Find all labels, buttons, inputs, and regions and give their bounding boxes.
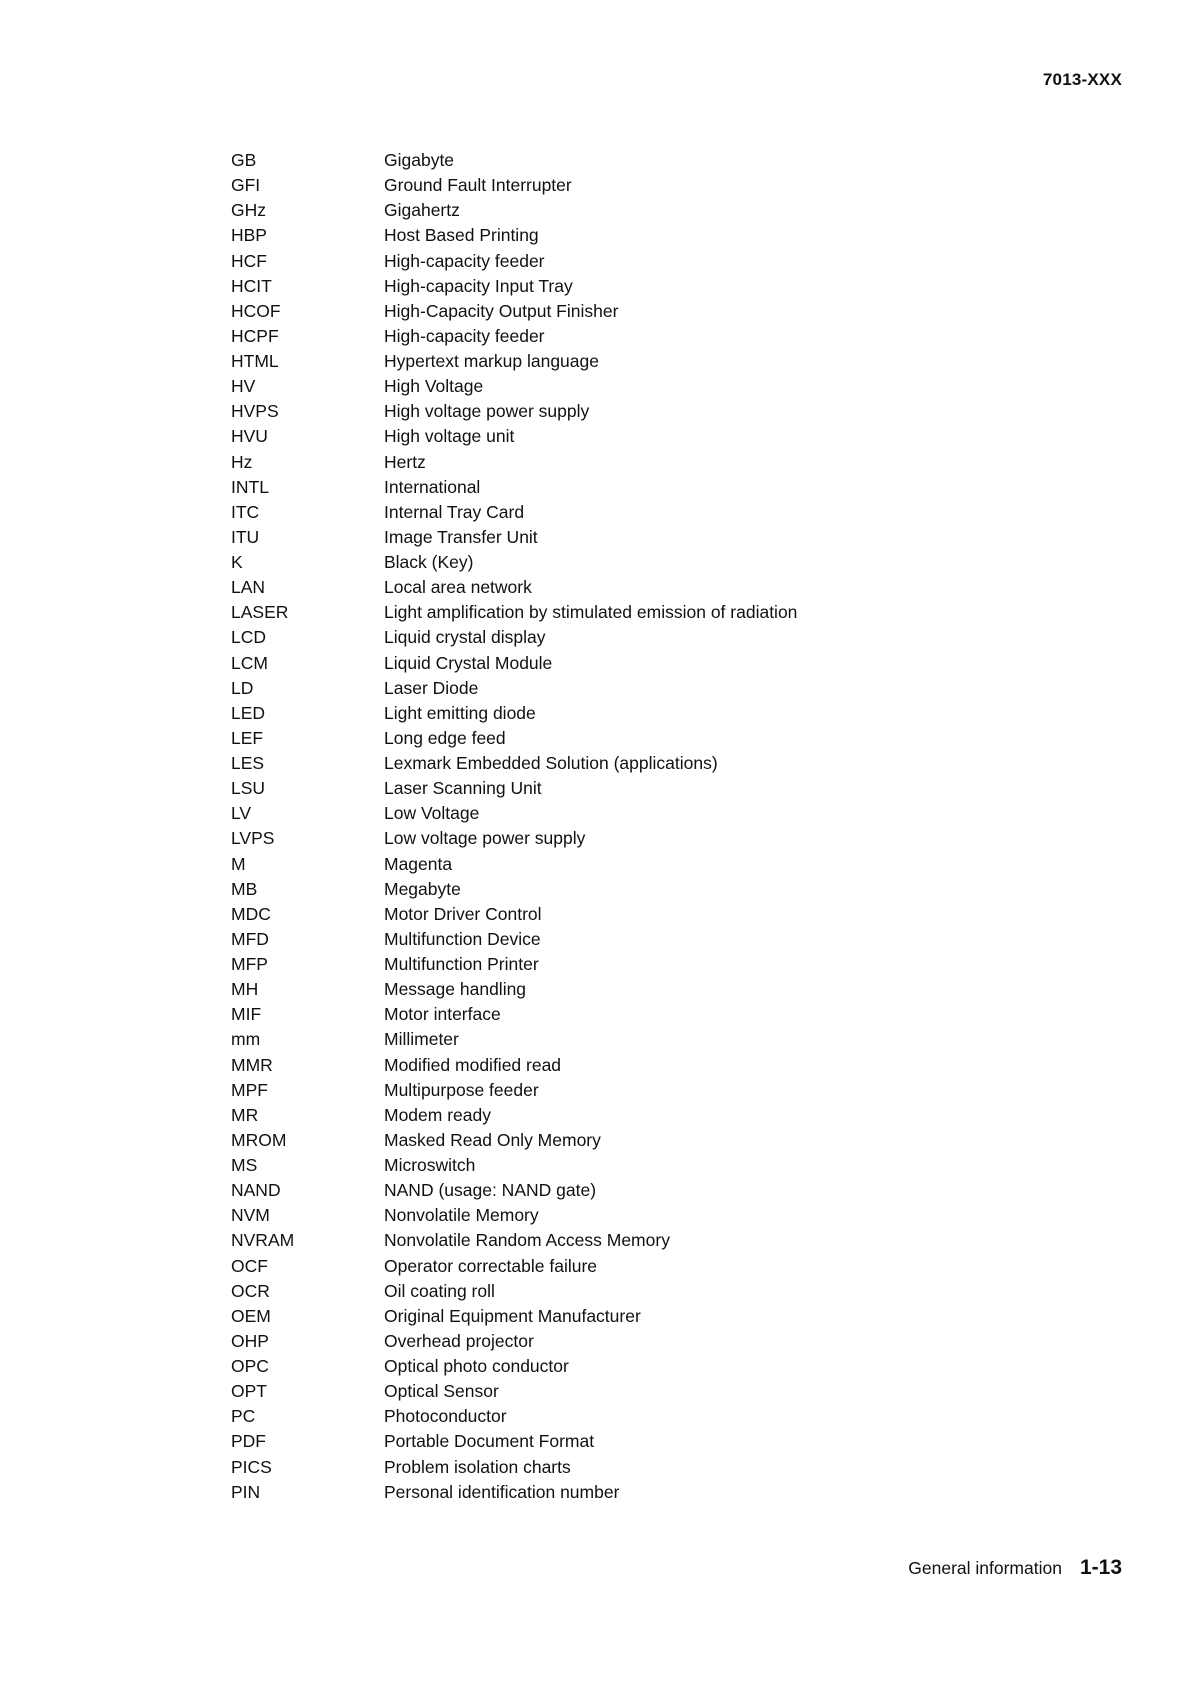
- abbreviation-term: PIN: [231, 1481, 261, 1502]
- abbreviation-row: [231, 1404, 797, 1429]
- abbreviation-definition: Low Voltage: [384, 803, 480, 824]
- abbreviation-row: [231, 1455, 797, 1480]
- abbreviation-term: HVU: [231, 426, 268, 447]
- abbreviation-term: LV: [231, 803, 252, 824]
- abbreviation-term: LD: [231, 677, 254, 698]
- abbreviation-definition: Hypertext markup language: [384, 351, 599, 372]
- abbreviation-row: [231, 1480, 797, 1505]
- abbreviation-term: INTL: [231, 476, 269, 497]
- abbreviation-definition: Liquid Crystal Module: [384, 652, 553, 673]
- abbreviation-term: OHP: [231, 1330, 269, 1351]
- abbreviation-row: [231, 374, 797, 399]
- abbreviation-row: [231, 826, 797, 851]
- abbreviation-term: K: [231, 552, 243, 573]
- abbreviation-definition: Gigahertz: [384, 200, 460, 221]
- abbreviation-definition: NAND (usage: NAND gate): [384, 1180, 597, 1201]
- abbreviation-definition: Masked Read Only Memory: [384, 1129, 601, 1150]
- abbreviation-row: [231, 625, 797, 650]
- abbreviation-term: mm: [231, 1029, 261, 1050]
- abbreviation-row: [231, 1027, 797, 1052]
- abbreviation-definition: Megabyte: [384, 878, 461, 899]
- abbreviation-row: [231, 1228, 797, 1253]
- abbreviation-row: [231, 475, 797, 500]
- abbreviation-definition: Microswitch: [384, 1155, 476, 1176]
- abbreviation-term: LSU: [231, 778, 266, 799]
- abbreviation-definition: Overhead projector: [384, 1330, 534, 1351]
- abbreviation-definition: Laser Scanning Unit: [384, 778, 542, 799]
- abbreviation-definition: Ground Fault Interrupter: [384, 175, 572, 196]
- abbreviation-row: [231, 651, 797, 676]
- abbreviation-term: NVRAM: [231, 1230, 295, 1251]
- abbreviation-term: PC: [231, 1406, 256, 1427]
- abbreviation-row: [231, 701, 797, 726]
- abbreviation-definition: Low voltage power supply: [384, 828, 586, 849]
- abbreviation-term: HCOF: [231, 300, 281, 321]
- abbreviation-row: [231, 902, 797, 927]
- abbreviation-row: [231, 877, 797, 902]
- abbreviation-definition: Motor interface: [384, 1004, 501, 1025]
- abbreviation-definition: Problem isolation charts: [384, 1456, 571, 1477]
- abbreviation-term: HCIT: [231, 275, 272, 296]
- abbreviation-term: MS: [231, 1155, 258, 1176]
- abbreviation-row: [231, 324, 797, 349]
- abbreviation-row: [231, 198, 797, 223]
- abbreviation-term: MMR: [231, 1054, 273, 1075]
- abbreviation-term: HBP: [231, 225, 267, 246]
- abbreviation-term: LEF: [231, 727, 264, 748]
- abbreviation-definition: Hertz: [384, 451, 426, 472]
- abbreviation-row: [231, 776, 797, 801]
- abbreviation-term: LVPS: [231, 828, 275, 849]
- abbreviation-row: [231, 852, 797, 877]
- abbreviation-term: LASER: [231, 602, 289, 623]
- abbreviation-term: HVPS: [231, 401, 279, 422]
- abbreviation-row: [231, 349, 797, 374]
- abbreviation-row: [231, 1203, 797, 1228]
- abbreviation-definition: Black (Key): [384, 552, 474, 573]
- abbreviation-row: [231, 399, 797, 424]
- abbreviation-definition: Original Equipment Manufacturer: [384, 1305, 641, 1326]
- abbreviation-definition: High-capacity feeder: [384, 250, 545, 271]
- abbreviation-row: [231, 1103, 797, 1128]
- abbreviation-term: PDF: [231, 1431, 266, 1452]
- abbreviation-row: [231, 726, 797, 751]
- abbreviation-definition: Message handling: [384, 979, 527, 1000]
- abbreviation-definition: Image Transfer Unit: [384, 526, 538, 547]
- abbreviation-term: HCPF: [231, 325, 279, 346]
- footer-section-title: General information: [908, 1558, 1062, 1578]
- abbreviation-term: MFD: [231, 928, 269, 949]
- abbreviation-term: NVM: [231, 1205, 270, 1226]
- abbreviation-row: [231, 550, 797, 575]
- abbreviation-definition: High-capacity Input Tray: [384, 275, 573, 296]
- abbreviation-term: GHz: [231, 200, 266, 221]
- abbreviation-term: MDC: [231, 903, 271, 924]
- abbreviation-row: [231, 525, 797, 550]
- abbreviation-term: LAN: [231, 577, 266, 598]
- abbreviation-definition: High voltage power supply: [384, 401, 590, 422]
- abbreviation-row: [231, 575, 797, 600]
- abbreviation-definition: Oil coating roll: [384, 1280, 495, 1301]
- abbreviation-row: [231, 1078, 797, 1103]
- abbreviation-row: [231, 450, 797, 475]
- abbreviation-definition: Portable Document Format: [384, 1431, 595, 1452]
- abbreviation-term: HV: [231, 376, 256, 397]
- abbreviation-term: LED: [231, 702, 266, 723]
- abbreviation-row: [231, 1053, 797, 1078]
- abbreviation-row: [231, 1429, 797, 1454]
- abbreviation-row: [231, 977, 797, 1002]
- abbreviation-term: LES: [231, 753, 265, 774]
- abbreviation-term: OCR: [231, 1280, 270, 1301]
- abbreviation-term: GB: [231, 150, 257, 171]
- abbreviation-term: GFI: [231, 175, 261, 196]
- abbreviation-term: HTML: [231, 351, 279, 372]
- abbreviation-row: [231, 751, 797, 776]
- abbreviation-definition: Liquid crystal display: [384, 627, 546, 648]
- abbreviation-term: M: [231, 853, 246, 874]
- abbreviation-definition: Optical photo conductor: [384, 1356, 569, 1377]
- abbreviation-term: LCD: [231, 627, 267, 648]
- abbreviation-definition: Light amplification by stimulated emission of radiation: [384, 602, 798, 623]
- abbreviation-term: MH: [231, 979, 259, 1000]
- abbreviation-term: ITU: [231, 526, 260, 547]
- abbreviation-term: ITC: [231, 501, 260, 522]
- abbreviation-row: [231, 424, 797, 449]
- abbreviation-row: [231, 801, 797, 826]
- abbreviation-definition: Multifunction Device: [384, 928, 541, 949]
- abbreviation-term: HCF: [231, 250, 267, 271]
- abbreviation-row: [231, 676, 797, 701]
- abbreviation-row: [231, 600, 797, 625]
- abbreviation-definition: Modem ready: [384, 1104, 491, 1125]
- abbreviation-row: [231, 1153, 797, 1178]
- abbreviation-term: OEM: [231, 1305, 271, 1326]
- abbreviation-list: [231, 148, 797, 1505]
- abbreviation-definition: Magenta: [384, 853, 453, 874]
- page-footer: [908, 1556, 1122, 1580]
- abbreviation-definition: Laser Diode: [384, 677, 479, 698]
- abbreviation-definition: Lexmark Embedded Solution (applications): [384, 753, 718, 774]
- abbreviation-definition: Optical Sensor: [384, 1381, 499, 1402]
- abbreviation-definition: Host Based Printing: [384, 225, 539, 246]
- abbreviation-row: [231, 173, 797, 198]
- document-model-code: 7013-XXX: [1042, 70, 1122, 89]
- abbreviation-definition: Nonvolatile Random Access Memory: [384, 1230, 670, 1251]
- abbreviation-term: NAND: [231, 1180, 281, 1201]
- abbreviation-definition: Local area network: [384, 577, 532, 598]
- abbreviation-definition: Light emitting diode: [384, 702, 536, 723]
- abbreviation-definition: Photoconductor: [384, 1406, 507, 1427]
- abbreviation-row: [231, 299, 797, 324]
- abbreviation-definition: High-Capacity Output Finisher: [384, 300, 619, 321]
- abbreviation-term: MB: [231, 878, 258, 899]
- abbreviation-definition: Motor Driver Control: [384, 903, 542, 924]
- abbreviation-definition: Multipurpose feeder: [384, 1079, 539, 1100]
- abbreviation-term: MPF: [231, 1079, 268, 1100]
- abbreviation-definition: Internal Tray Card: [384, 501, 525, 522]
- abbreviation-term: Hz: [231, 451, 253, 472]
- abbreviation-term: MIF: [231, 1004, 262, 1025]
- abbreviation-term: MROM: [231, 1129, 287, 1150]
- abbreviation-definition: High-capacity feeder: [384, 325, 545, 346]
- abbreviation-term: LCM: [231, 652, 268, 673]
- abbreviation-definition: Modified modified read: [384, 1054, 562, 1075]
- abbreviation-definition: Operator correctable failure: [384, 1255, 598, 1276]
- abbreviation-definition: Gigabyte: [384, 150, 455, 171]
- abbreviation-term: MR: [231, 1104, 259, 1125]
- abbreviation-row: [231, 1128, 797, 1153]
- abbreviation-definition: Multifunction Printer: [384, 954, 539, 975]
- abbreviation-term: OPT: [231, 1381, 267, 1402]
- abbreviation-row: [231, 148, 797, 173]
- abbreviation-definition: High Voltage: [384, 376, 484, 397]
- page-number: 1-13: [1079, 1556, 1122, 1579]
- abbreviation-row: [231, 1304, 797, 1329]
- abbreviation-definition: Nonvolatile Memory: [384, 1205, 539, 1226]
- abbreviation-term: OPC: [231, 1356, 269, 1377]
- abbreviation-definition: Personal identification number: [384, 1481, 620, 1502]
- abbreviation-row: [231, 500, 797, 525]
- abbreviation-row: [231, 1354, 797, 1379]
- abbreviation-definition: High voltage unit: [384, 426, 515, 447]
- abbreviation-row: [231, 952, 797, 977]
- abbreviation-term: PICS: [231, 1456, 272, 1477]
- abbreviation-definition: International: [384, 476, 481, 497]
- abbreviation-row: [231, 223, 797, 248]
- abbreviation-row: [231, 1329, 797, 1354]
- abbreviation-row: [231, 1379, 797, 1404]
- abbreviation-definition: Millimeter: [384, 1029, 459, 1050]
- abbreviation-row: [231, 1254, 797, 1279]
- abbreviation-row: [231, 927, 797, 952]
- abbreviation-term: MFP: [231, 954, 268, 975]
- abbreviation-definition: Long edge feed: [384, 727, 506, 748]
- abbreviation-row: [231, 1279, 797, 1304]
- abbreviation-row: [231, 1002, 797, 1027]
- abbreviation-row: [231, 249, 797, 274]
- abbreviation-term: OCF: [231, 1255, 268, 1276]
- abbreviation-row: [231, 274, 797, 299]
- abbreviation-row: [231, 1178, 797, 1203]
